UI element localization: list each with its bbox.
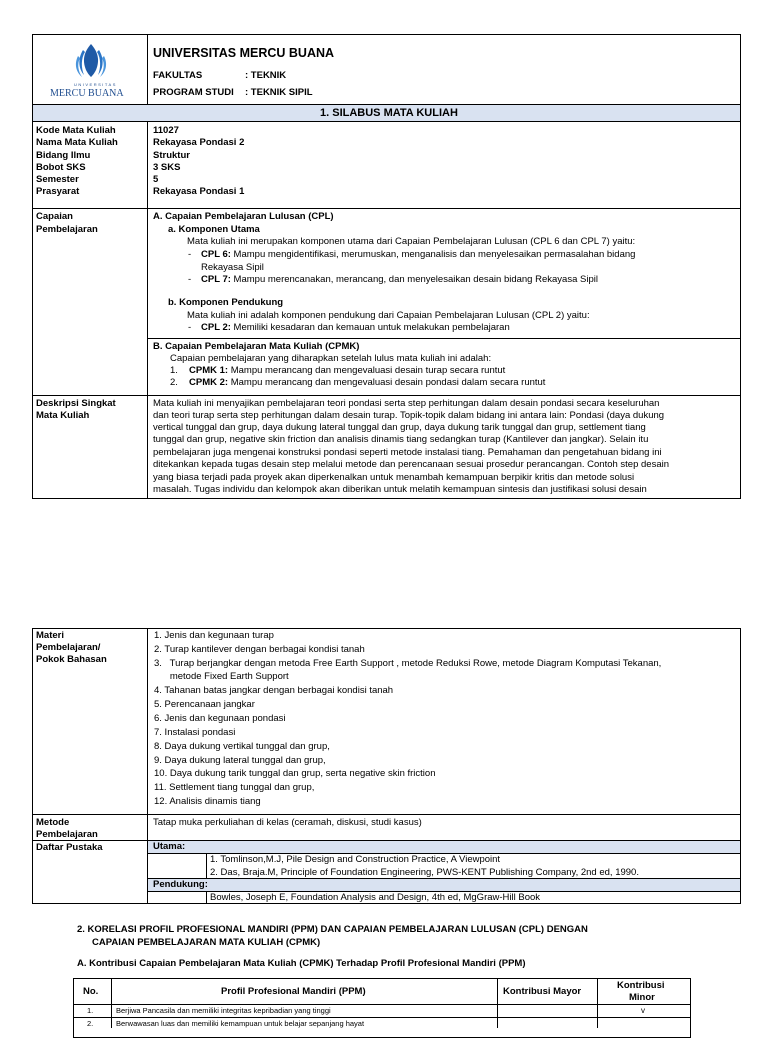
semester-value: 5 [153,174,159,185]
pendukung-title: b. Komponen Pendukung [168,297,284,308]
sks-label: Bobot SKS [36,162,86,173]
cpl6-cont: Rekayasa Sipil [201,262,264,273]
faculty-value: : TEKNIK [245,70,287,81]
cpl2-item: CPL 2: Memiliki kesadaran dan kemauan untuk melakukan pembelajaran [201,322,510,333]
cpmk-intro: Capaian pembelajaran yang diharapkan setelah lulus mata kuliah ini adalah: [170,353,492,364]
deskripsi-line: tunggal dan grup, negative skin friction dan analisis dinamis tiang sedangkan turap (Kantilever dan jangkar). Selain itu [153,434,649,445]
materi-item: 11. Settlement tiang tunggal dan grup, [154,782,315,793]
prereq-label: Prasyarat [36,186,80,197]
materi-item: 1. Jenis dan kegunaan turap [154,630,274,641]
ppm-row-minor: v [641,1006,645,1015]
deskripsi-label: Deskripsi Singkat [36,398,116,409]
course-name-label: Nama Mata Kuliah [36,137,118,148]
ppm-header-profil: Profil Profesional Mandiri (PPM) [221,986,366,997]
pustaka-utama-item: 1. Tomlinson,M.J, Pile Design and Construction Practice, A Viewpoint [210,854,501,865]
cpmk2-num: 2. [170,377,178,388]
utama-intro: Mata kuliah ini merupakan komponen utama dari Capaian Pembelajaran Lulusan (CPL 6 dan CPL 7) yaitu: [187,236,636,247]
cpmk-title: B. Capaian Pembelajaran Mata Kuliah (CPMK) [153,341,360,352]
university-logo [46,40,136,102]
pustaka-utama-item: 2. Das, Braja.M, Principle of Foundation Engineering, PWS-KENT Publishing Company, 2nd ed, 1990. [210,867,639,878]
prereq-value: Rekayasa Pondasi 1 [153,186,245,197]
deskripsi-label-2: Mata Kuliah [36,410,90,421]
materi-item: 12. Analisis dinamis tiang [154,796,261,807]
logo-flame-icon [46,40,136,82]
ppm-row-profil: Berjiwa Pancasila dan memiliki integritas kepribadian yang tinggi [116,1006,331,1015]
metode-label: Metode [36,817,70,828]
materi-label-2: Pembelajaran/ [36,642,101,653]
cpl-title: A. Capaian Pembelajaran Lulusan (CPL) [153,211,334,222]
materi-item: 6. Jenis dan kegunaan pondasi [154,713,286,724]
program-label: PROGRAM STUDI [153,87,234,98]
pustaka-pendukung-item: Bowles, Joseph E, Foundation Analysis and Design, 4th ed, MgGraw-Hill Book [210,892,541,903]
section2-title-2: CAPAIAN PEMBELAJARAN MATA KULIAH (CPMK) [92,937,321,948]
field-label: Bidang Ilmu [36,150,91,161]
section2-title: 2. KORELASI PROFIL PROFESIONAL MANDIRI (PPM) DAN CAPAIAN PEMBELAJARAN LULUSAN (CPL) DENGAN [77,924,588,935]
deskripsi-line: ditekankan kepada tugas desain step melalui metode dan perencanaan sesuai prosedur perancangan. Contoh step desain [153,459,670,470]
sks-value: 3 SKS [153,162,181,173]
deskripsi-line: Mata kuliah ini menyajikan pembelajaran teori pondasi serta step perhitungan dalam desain pondasi secara keseluruhan [153,398,660,409]
university-name: UNIVERSITAS MERCU BUANA [153,46,335,60]
utama-title: a. Komponen Utama [168,224,260,235]
pendukung-intro: Mata kuliah ini adalah komponen pendukung dari Capaian Pembelajaran Lulusan (CPL 2) yaitu: [187,310,590,321]
pustaka-pendukung-bar [148,879,740,891]
section2-sub-a: A. Kontribusi Capaian Pembelajaran Mata Kuliah (CPMK) Terhadap Profil Profesional Mandiri (PPM) [77,958,526,969]
capaian-label-2: Pembelajaran [36,224,98,235]
pustaka-utama-label: Utama: [153,841,186,852]
deskripsi-line: dan teori turap serta step perhitungan dalam desain turap. Topik-topik dalam bidang ini antara lain: Pondasi (daya dukung [153,410,665,421]
dash-1: - [188,249,192,260]
cpmk2-item: CPMK 2: Mampu merancang dan mengevaluasi desain pondasi dalam secara runtut [189,377,546,388]
materi-item: 3. Turap berjangkar dengan metoda Free Earth Support , metode Reduksi Rowe, metode Diagram Komputasi Tekanan, [154,658,662,669]
faculty-label: FAKULTAS [153,70,203,81]
materi-item: 9. Daya dukung lateral tunggal dan grup, [154,755,326,766]
ppm-header-mayor: Kontribusi Mayor [503,986,582,997]
cpl6-item: CPL 6: Mampu mengidentifikasi, merumuskan, menganalisis dan menyelesaikan permasalahan bidang [201,249,636,260]
materi-item: 5. Perencanaan jangkar [154,699,255,710]
pustaka-pendukung-label: Pendukung: [153,879,208,890]
materi-label-3: Pokok Bahasan [36,654,107,665]
capaian-label: Capaian [36,211,73,222]
metode-label-2: Pembelajaran [36,829,98,840]
ppm-header-minor-2: Minor [629,992,655,1003]
ppm-row-no: 1. [87,1006,94,1015]
deskripsi-line: vertical tunggal dan grup, daya dukung lateral tunggal dan grup, daya dukung tarik tunggal dan grup, settlement tiang [153,422,646,433]
materi-item: 4. Tahanan batas jangkar dengan berbagai kondisi tanah [154,685,394,696]
materi-item: 10. Daya dukung tarik tunggal dan grup, serta negative skin friction [154,768,436,779]
course-code-value: 11027 [153,125,179,136]
materi-label: Materi [36,630,64,641]
field-value: Struktur [153,150,190,161]
logo-small-text: UNIVERSITAS [74,82,117,87]
ppm-row-profil: Berwawasan luas dan memiliki kemampuan untuk belajar sepanjang hayat [116,1019,365,1028]
cpmk1-item: CPMK 1: Mampu merancang dan mengevaluasi desain turap secara runtut [189,365,506,376]
pustaka-utama-bar [148,841,740,853]
metode-value: Tatap muka perkuliahan di kelas (ceramah, diskusi, studi kasus) [153,817,422,828]
materi-item: metode Fixed Earth Support [154,671,289,682]
ppm-row-no: 2. [87,1019,94,1028]
deskripsi-line: masalah. Tugas individu dan kelompok akan diberikan untuk melatih kemampuan sintesis dan justifikasi solusi desain [153,484,647,495]
materi-item: 8. Daya dukung vertikal tunggal dan grup, [154,741,330,752]
deskripsi-line: pembelajaran juga mengenai konstruksi pondasi seperti metode instalasi tiang. Pemahaman dan pengetahuan bidang ini [153,447,662,458]
dash-3: - [188,322,192,333]
semester-label: Semester [36,174,79,185]
materi-item: 2. Turap kantilever dengan berbagai kondisi tanah [154,644,365,655]
logo-name: MERCU BUANA [50,88,124,99]
cpmk1-num: 1. [170,365,178,376]
deskripsi-line: yang biasa terjadi pada proyek akan diperkenalkan untuk menambah kemampuan berpikir kritis dan metode solusi [153,472,635,483]
ppm-header-no: No. [83,986,99,997]
course-name-value: Rekayasa Pondasi 2 [153,137,245,148]
program-value: : TEKNIK SIPIL [245,87,313,98]
section-title: 1. SILABUS MATA KULIAH [320,107,458,119]
course-code-label: Kode Mata Kuliah [36,125,116,136]
materi-item: 7. Instalasi pondasi [154,727,236,738]
ppm-header-minor: Kontribusi [617,980,665,991]
dash-2: - [188,274,192,285]
cpl7-item: CPL 7: Mampu merencanakan, merancang, dan menyelesaikan desain bidang Rekayasa Sipil [201,274,598,285]
pustaka-label: Daftar Pustaka [36,842,103,853]
